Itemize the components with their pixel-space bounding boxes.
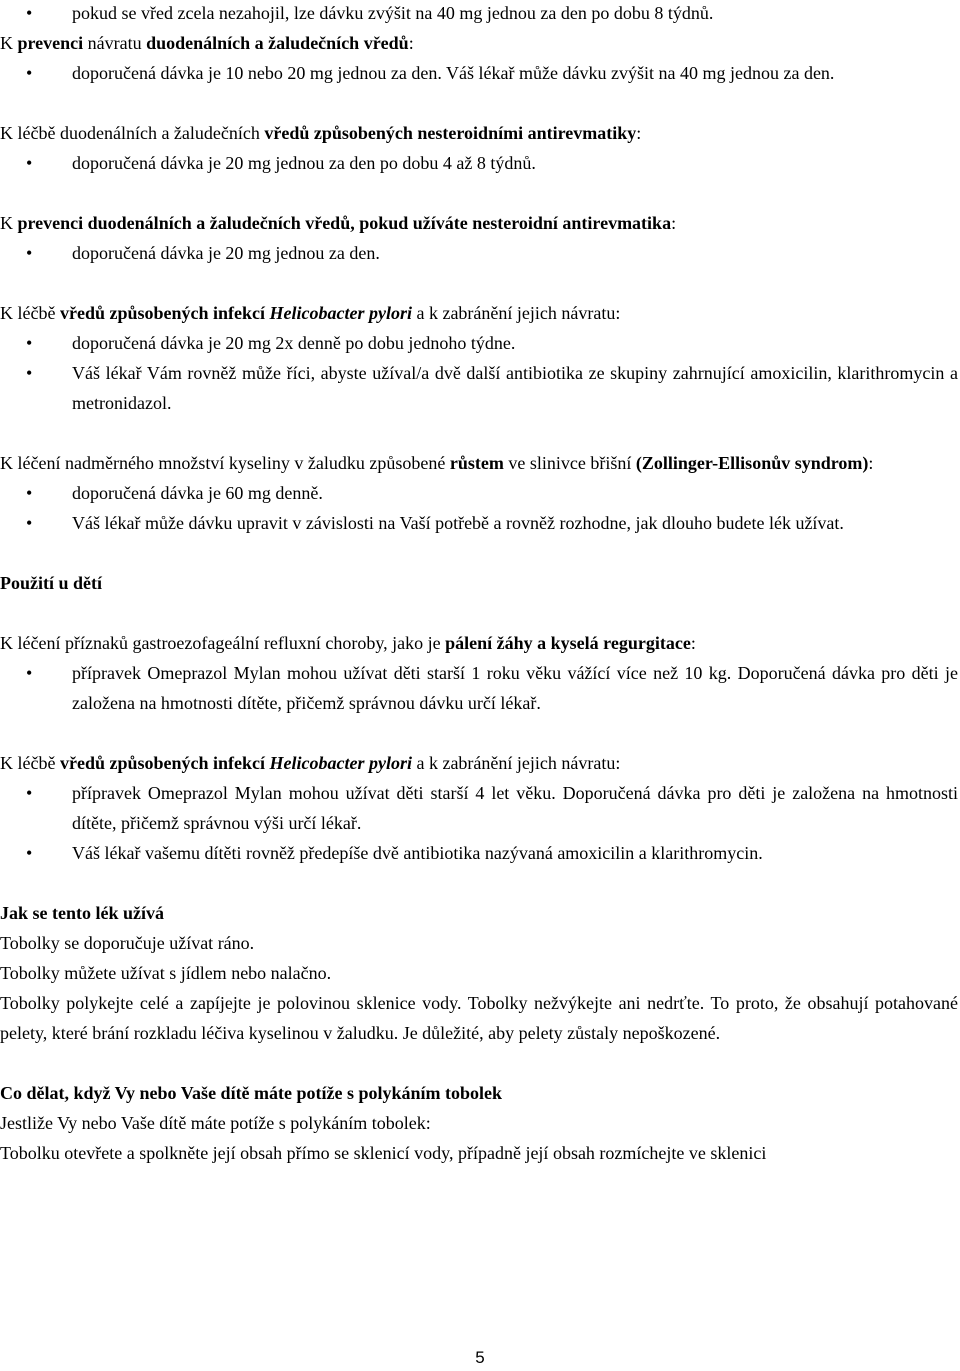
page-number: 5 xyxy=(475,1348,485,1367)
paragraph: Jestliže Vy nebo Vaše dítě máte potíže s polykáním tobolek: xyxy=(0,1113,431,1133)
heading-bold-text: vředů způsobených nesteroidními antirevmatiky xyxy=(264,123,637,143)
list-item xyxy=(0,478,958,508)
list-item xyxy=(0,358,958,418)
list-item-text: Váš lékař vašemu dítěti rovněž předepíše dvě antibiotika nazývaná amoxicilin a klarithromycin. xyxy=(72,843,763,863)
list-item-text: Váš lékař může dávku upravit v závislosti na Vaší potřebě a rovněž rozhodne, jak dlouho budete lék užívat. xyxy=(72,513,844,533)
spacer xyxy=(0,178,958,208)
bullet-icon: • xyxy=(26,483,33,503)
list-item-text: doporučená dávka je 20 mg jednou za den. xyxy=(72,243,380,263)
heading-text: K léčbě xyxy=(0,303,60,323)
spacer xyxy=(0,88,958,118)
list-item xyxy=(0,328,958,358)
heading-italic-text: Helicobacter pylori xyxy=(269,753,412,773)
section-heading xyxy=(0,748,958,778)
spacer xyxy=(0,718,958,748)
heading-text: a k zabránění jejich návratu: xyxy=(411,753,621,773)
section-title-text: Jak se tento lék užívá xyxy=(0,903,164,923)
heading-bold-text: růstem xyxy=(449,453,504,473)
bullet-icon: • xyxy=(26,3,33,23)
section-title xyxy=(0,1078,958,1108)
bullet-list xyxy=(0,0,958,28)
section-heading xyxy=(0,628,958,658)
bullet-icon: • xyxy=(26,333,33,353)
list-item xyxy=(0,778,958,838)
section-title-text: Použití u dětí xyxy=(0,573,102,593)
spacer xyxy=(0,868,958,898)
bullet-icon: • xyxy=(26,153,33,173)
paragraph: Tobolku otevřete a spolkněte její obsah přímo se sklenicí vody, případně její obsah rozmíchejte ve sklenici xyxy=(0,1143,767,1163)
heading-text: : xyxy=(636,123,642,143)
heading-text: : xyxy=(408,33,414,53)
list-item xyxy=(0,658,958,718)
list-item-text: pokud se vřed zcela nezahojil, lze dávku zvýšit na 40 mg jednou za den po dobu 8 týdnů. xyxy=(72,3,714,23)
bullet-icon: • xyxy=(26,363,33,383)
heading-text: ve slinivce břišní xyxy=(503,453,636,473)
list-item xyxy=(0,508,958,538)
paragraph: Tobolky polykejte celé a zapíjejte je polovinou sklenice vody. Tobolky nežvýkejte ani nedrťte. To proto, že obsahují potahované pelety, které brání rozkladu léčiva kyselinou v žaludku. Je důležité, aby pelety zůstaly nepoškozené. xyxy=(0,993,958,1043)
heading-italic-text: Helicobacter pylori xyxy=(269,303,412,323)
section-heading xyxy=(0,118,958,148)
heading-text: návratu xyxy=(83,33,147,53)
section-heading xyxy=(0,448,958,478)
section-title xyxy=(0,898,958,928)
spacer xyxy=(0,598,958,628)
heading-text: K léčbě xyxy=(0,753,60,773)
heading-bold-text: (Zollinger-Ellisonův syndrom) xyxy=(635,453,869,473)
heading-bold-text: pálení žáhy a kyselá regurgitace xyxy=(445,633,691,653)
bullet-icon: • xyxy=(26,783,33,803)
bullet-icon: • xyxy=(26,513,33,533)
list-item-text: doporučená dávka je 60 mg denně. xyxy=(72,483,323,503)
list-item xyxy=(0,0,958,28)
section-title-text: Co dělat, když Vy nebo Vaše dítě máte potíže s polykáním tobolek xyxy=(0,1083,503,1103)
bullet-icon: • xyxy=(26,243,33,263)
heading-bold-text: vředů způsobených infekcí xyxy=(59,753,270,773)
bullet-icon: • xyxy=(26,663,33,683)
list-item xyxy=(0,58,958,88)
heading-text: a k zabránění jejich návratu: xyxy=(411,303,621,323)
section-heading xyxy=(0,28,958,58)
heading-text: : xyxy=(690,633,696,653)
heading-text: : xyxy=(671,213,677,233)
heading-text: K xyxy=(0,213,18,233)
heading-bold-text: prevenci duodenálních a žaludečních vředů, pokud užíváte nesteroidní antirevmatika xyxy=(17,213,672,233)
heading-text: K léčení příznaků gastroezofageální refluxní choroby, jako je xyxy=(0,633,446,653)
list-item-text: doporučená dávka je 10 nebo 20 mg jednou za den. Váš lékař může dávku zvýšit na 40 mg jednou za den. xyxy=(72,63,835,83)
paragraph: Tobolky se doporučuje užívat ráno. xyxy=(0,933,255,953)
bullet-list xyxy=(0,478,958,538)
list-item xyxy=(0,838,958,868)
list-item-text: doporučená dávka je 20 mg 2x denně po dobu jednoho týdne. xyxy=(72,333,516,353)
bullet-list xyxy=(0,658,958,718)
section-heading xyxy=(0,208,958,238)
paragraph: Tobolky můžete užívat s jídlem nebo nalačno. xyxy=(0,963,332,983)
bullet-list xyxy=(0,778,958,868)
list-item-text: Váš lékař Vám rovněž může říci, abyste užíval/a dvě další antibiotika ze skupiny zahrnující amoxicilin, klarithromycin a metronidazol. xyxy=(72,363,958,413)
bullet-list xyxy=(0,148,958,178)
bullet-list xyxy=(0,238,958,268)
spacer xyxy=(0,538,958,568)
list-item-text: doporučená dávka je 20 mg jednou za den po dobu 4 až 8 týdnů. xyxy=(72,153,536,173)
heading-text: K léčení nadměrného množství kyseliny v žaludku způsobené xyxy=(0,453,450,473)
heading-bold-text: prevenci xyxy=(17,33,84,53)
bullet-list xyxy=(0,58,958,88)
bullet-icon: • xyxy=(26,63,33,83)
bullet-list xyxy=(0,328,958,418)
list-item xyxy=(0,148,958,178)
list-item xyxy=(0,238,958,268)
heading-bold-text: vředů způsobených infekcí xyxy=(59,303,270,323)
list-item-text: přípravek Omeprazol Mylan mohou užívat děti starší 4 let věku. Doporučená dávka pro děti je založena na hmotnosti dítěte, přičemž správnou výši určí lékař. xyxy=(72,783,958,833)
spacer xyxy=(0,268,958,298)
spacer xyxy=(0,1048,958,1078)
heading-text: : xyxy=(868,453,874,473)
list-item-text: přípravek Omeprazol Mylan mohou užívat děti starší 1 roku věku vážící více než 10 kg. Doporučená dávka pro děti je založena na hmotnosti dítěte, přičemž správnou dávku určí lékař. xyxy=(72,663,958,713)
bullet-icon: • xyxy=(26,843,33,863)
section-title xyxy=(0,568,958,598)
heading-text: K léčbě duodenálních a žaludečních xyxy=(0,123,265,143)
heading-bold-text: duodenálních a žaludečních vředů xyxy=(146,33,409,53)
spacer xyxy=(0,418,958,448)
heading-text: K xyxy=(0,33,18,53)
section-heading xyxy=(0,298,958,328)
